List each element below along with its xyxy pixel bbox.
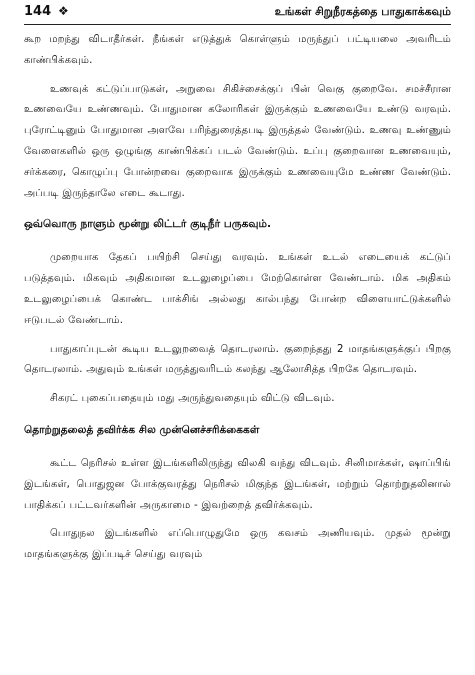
ornament-icon: ❖ xyxy=(58,4,69,18)
paragraph-continued: கூற மறந்து விடாதீர்கள். நீங்கள் எடுத்துக் கொள்ளும் மருந்துப் பட்டியலை அவரிடம் காண்பிக்கவும். xyxy=(24,34,451,66)
running-head: உங்கள் சிறுநீரகத்தை பாதுகாக்கவும் xyxy=(274,5,451,18)
header-rule xyxy=(24,24,451,25)
page-header xyxy=(24,2,451,24)
paragraph-smoking: சிகரட் புகைப்பதையும் மது அருந்துவதையும் விட்டு விடவும். xyxy=(50,393,335,405)
page-body xyxy=(24,30,451,574)
heading-water: ஒவ்வொரு நாளும் மூன்று லிட்டர் குடிநீர் பருகவும். xyxy=(24,218,272,231)
paragraph-intercourse: பாதுகாப்புடன் கூடிய உடலுறவைத் தொடரலாம். குறைந்தது 2 மாதங்களுக்குப் பிறகு தொடரலாம். அதுவும் உங்கள் மருத்துவரிடம் கலந்து ஆலோசித்த பிறகே தொடரவும். xyxy=(24,343,451,376)
paragraph-mask: பொதுநல இடங்களில் எப்பொழுதுமே ஒரு கவசம் அணியவும். முதல் மூன்று மாதங்களுக்கு இப்படிச் செய்து வரவும் xyxy=(24,528,451,561)
heading-infection: தொற்றுதலைத் தவிர்க்க சில முன்னெச்சரிக்கைகள் xyxy=(24,423,260,436)
page-number: 144 xyxy=(24,4,52,19)
paragraph-crowds: கூட்ட நெரிசல் உள்ள இடங்களிலிருந்து விலகி வந்து விடவும். சினிமாக்கள், ஷாப்பிங் இடங்கள், பொதுஜன போக்குவரத்து நெரிசல் மிகுந்த இடங்கள், மற்றும் தொற்றுதலினால் பாதிக்கப் பட்டவர்களின் அருகாமை - இவற்றைத் தவிர்க்கவும். xyxy=(24,457,451,511)
paragraph-exercise: முறையாக தேகப் பயிற்சி செய்து வரவும். உங்கள் உடல் எடையைக் கட்டுப் படுத்தவும். மிகவும் அதிகமான உடலுழைப்பை மேற்கொள்ள வேண்டாம். மிக அதிகம் உடலுழைப்பைக் கொண்ட பாக்சிங் அல்லது கால்பந்து போன்ற விளையாட்டுக்களில் ஈடுபடல் வேண்டாம். xyxy=(24,252,451,326)
paragraph-diet: உணவுக் கட்டுப்பாடுகள், அறுவை சிகிச்சைக்குப் பின் வெகு குறைவே. சமச்சீரான உணவையே உண்ணவும். போதுமான கலோரிகள் இருக்கும் உணவையே உண்டு வரவும். புரோட்டினும் போதுமான அளவே பரிந்துரைத்தபடி இருத்தல் வேண்டும். உணவு உண்ணும் வேளைகளில் ஒரு ஒழுங்கு காண்பிக்கப் படல் வேண்டும். உப்பு குறைவான உணவையும், சர்க்கரை, கொழுப்பு போன்றவை குறைவாக இருக்கும் உணவையுமே உண்ண வேண்டும். அப்படி இருந்தாலே எடை கூடாது. xyxy=(24,83,451,199)
